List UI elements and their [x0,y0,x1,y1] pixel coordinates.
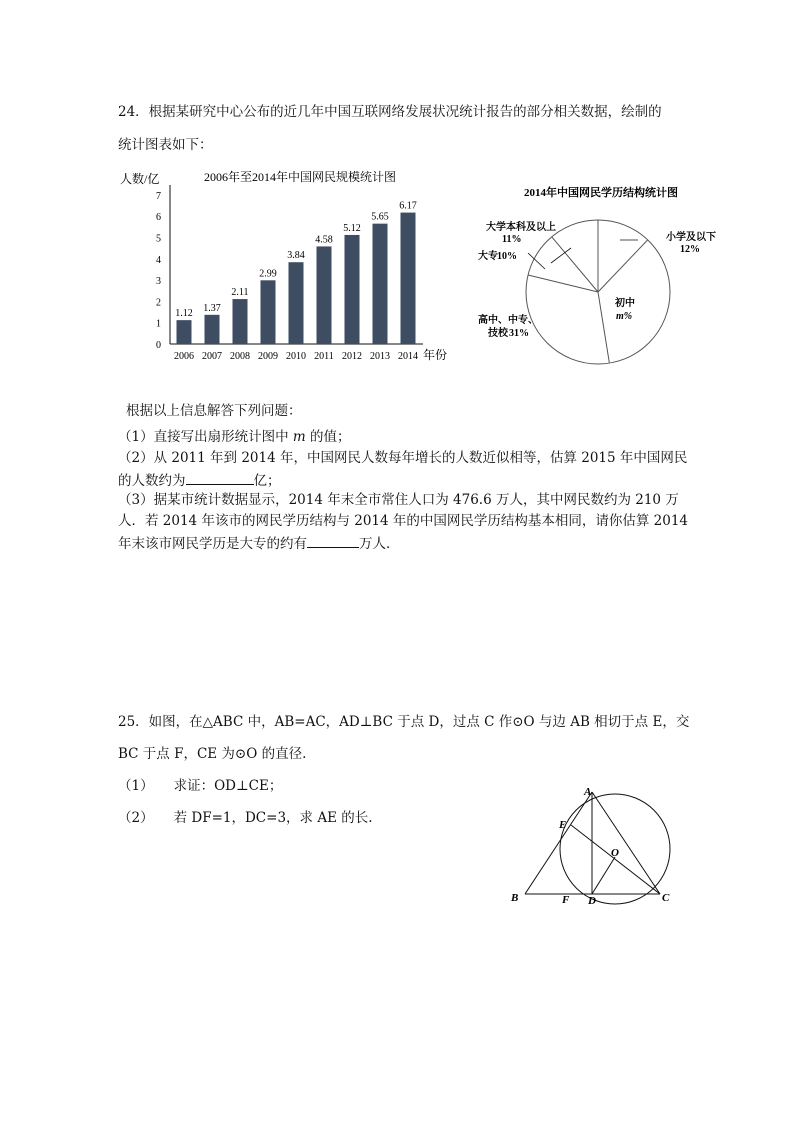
y-tick-label: 3 [156,276,161,288]
bar [317,246,332,344]
q25-part1-text: 求证：OD⊥CE； [173,778,283,794]
bar-data-label: 5.12 [343,222,361,234]
geometry-figure [505,782,685,922]
bar [289,262,304,344]
answer-blank-college[interactable] [307,533,359,548]
pie-value-college: 10% [497,251,517,262]
pie-label-primary: 小学及以下 [666,232,716,243]
q24-part2-text-a: 的人数约为 [118,473,186,489]
y-tick-label: 7 [156,190,161,202]
point-label-b: B [511,892,519,904]
bar [205,315,220,344]
bar [177,320,192,344]
bar-chart-xlabel: 年份 [423,348,448,362]
segment-od [592,857,615,894]
q24-part1-b: 的值； [305,429,351,445]
q24-part2-line2 [118,470,281,490]
y-tick-label: 4 [156,254,161,266]
x-tick-label: 2014 [398,351,418,362]
pie-label-college: 大专 [478,251,498,262]
bar-series [177,213,416,344]
pie-chart-title: 2014年中国网民学历结构统计图 [524,187,678,199]
bar-data-label: 2.99 [259,268,277,280]
x-tick-label: 2009 [258,351,278,362]
q25-part2-text: 若 DF=1，DC=3，求 AE 的长. [173,810,373,826]
pie-label-senior: 高中、中专、 [478,315,538,326]
y-tick-label: 5 [156,233,161,245]
bar-chart [118,165,450,365]
point-label-c: C [662,892,670,904]
y-tick-label: 0 [156,340,161,351]
q25-stem-line2: BC 于点 F，CE 为⊙O 的直径. [118,746,307,762]
pie-value-junior: m% [616,311,633,322]
bar [345,235,360,344]
bar-data-label: 3.84 [287,250,305,262]
point-label-a: A [584,786,592,798]
segment-ac [592,792,660,894]
bar [233,299,248,344]
q24-stem-line1: 24．根据某研究中心公布的近几年中国互联网络发展状况统计报告的部分相关数据，绘制的 [118,104,662,120]
pie-value-primary: 12% [680,244,700,255]
pie-chart [468,180,728,370]
point-label-e: E [559,819,567,831]
x-tick-label: 2011 [314,351,334,362]
q25-part2-num: （2） [118,810,154,826]
segment-ab [525,792,592,894]
point-label-d: D [588,895,596,907]
x-tick-label: 2010 [286,351,306,362]
point-label-f: F [562,894,570,906]
x-tick-labels [174,351,418,362]
x-tick-label: 2008 [230,351,250,362]
q24-part3-line3 [118,533,400,553]
x-tick-label: 2013 [370,351,390,362]
bar [261,280,276,344]
q25-part2 [118,809,373,827]
q24-part3-text-b: 万人． [359,536,400,552]
q24-part3-line2: 人．若 2014 年该市的网民学历结构与 2014 年的中国网民学历结构基本相同，请你估算 2014 [118,513,689,529]
q25-part1-num: （1） [118,778,154,794]
bar [373,224,388,344]
x-tick-label: 2006 [174,351,194,362]
answer-blank-2015[interactable] [186,470,254,485]
pie-value-bachelor: 11% [502,234,522,245]
bar [401,213,416,344]
point-label-o: O [611,847,619,859]
y-tick-label: 1 [156,318,161,330]
y-tick-labels [156,191,161,351]
bar-chart-title: 2006年至2014年中国网民规模统计图 [204,170,397,184]
q24-part2-text-b: 亿； [253,473,281,489]
bar-data-label: 6.17 [399,200,417,212]
q24-intro: 根据以上信息解答下列问题： [126,403,302,419]
bar-data-label: 1.12 [175,308,193,320]
pie-value-senior: 31% [509,328,529,339]
pie-slices [526,220,670,364]
bar-chart-ylabel: 人数/亿 [120,172,160,186]
q24-part3-line1: （3）据某市统计数据显示，2014 年末全市常住人口为 476.6 万人，其中网民数约为 210 万 [118,492,679,508]
q24-part2-line1: （2）从 2011 年到 2014 年，中国网民人数每年增长的人数近似相等，估算 2015 年中国网民 [118,450,688,466]
q24-part1-m: m [292,429,306,445]
q24-stem-line2: 统计图表如下： [118,137,213,153]
y-tick-label: 6 [156,212,161,224]
q25-stem-line1: 25．如图，在△ABC 中，AB=AC，AD⊥BC 于点 D，过点 C 作⊙O 与边 AB 相切于点 E，交 [118,714,690,730]
bar-data-label: 5.65 [371,211,389,223]
pie-label-senior-line2: 技校 [488,328,508,339]
q25-part1 [118,777,282,795]
y-tick-label: 2 [156,297,161,309]
q24-part1 [118,428,351,446]
q24-part1-a: （1）直接写出扇形统计图中 [118,429,293,445]
x-tick-label: 2007 [202,351,222,362]
pie-label-junior: 初中 [615,298,635,309]
bar-data-label: 1.37 [203,302,221,314]
x-tick-label: 2012 [342,351,362,362]
bar-data-label: 2.11 [231,287,249,299]
segment-ce [571,825,660,894]
q24-part3-text-a: 年末该市网民学历是大专的约有 [118,536,307,552]
bar-data-label: 4.58 [315,234,333,246]
pie-label-bachelor: 大学本科及以上 [486,222,556,233]
